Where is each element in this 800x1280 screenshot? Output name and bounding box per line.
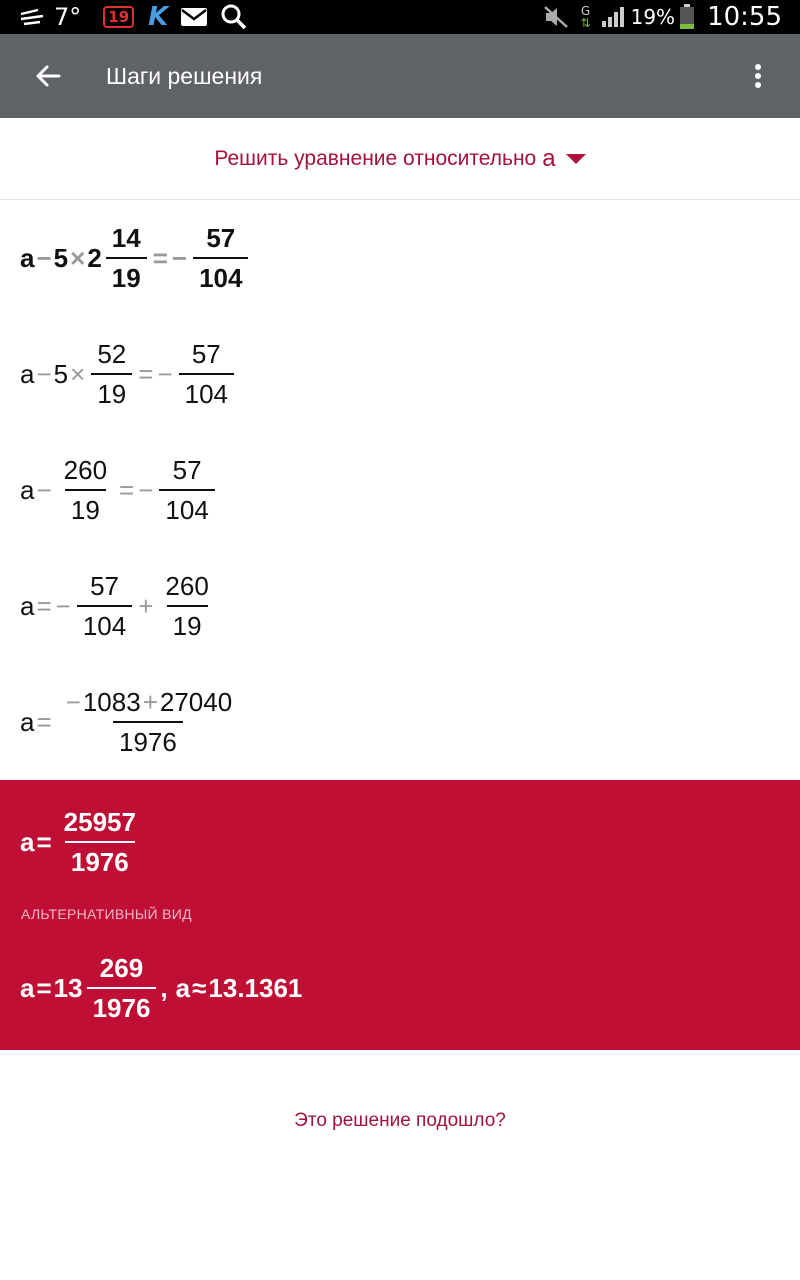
battery-percent: 19%	[630, 5, 676, 29]
negative-sign: −	[138, 474, 154, 505]
variable: a	[20, 590, 35, 621]
app-bar	[0, 34, 800, 118]
signal-icon	[601, 6, 627, 28]
equals-sign: =	[119, 474, 135, 505]
denominator: 104	[179, 373, 234, 407]
solution-step-4	[20, 566, 219, 646]
clock: 10:55	[707, 2, 782, 32]
numerator: 260	[63, 455, 108, 485]
variable: a	[20, 242, 35, 273]
battery-icon	[679, 4, 695, 30]
fraction	[91, 341, 132, 407]
solution-step-5	[20, 682, 242, 762]
decimal-value: 13.1361	[208, 972, 303, 1003]
times-sign: ×	[70, 242, 86, 273]
feedback-link[interactable]: Это решение подошло?	[294, 1110, 506, 1131]
denominator: 19	[167, 605, 208, 639]
more-vert-icon	[753, 62, 763, 90]
denominator: 1976	[65, 841, 135, 875]
variable: a	[175, 972, 191, 1003]
minus-sign: −	[36, 242, 52, 273]
network-type-icon: G ⇅	[580, 4, 591, 30]
alternative-answer	[20, 948, 302, 1028]
fraction	[87, 955, 157, 1021]
number: 5	[53, 358, 69, 389]
plus-sign: +	[142, 687, 158, 717]
numerator: 269	[99, 953, 144, 983]
search-icon	[220, 3, 248, 31]
numerator: 57	[172, 455, 202, 485]
weather-icon	[18, 8, 46, 26]
final-answer	[20, 802, 146, 882]
numerator: 57	[191, 339, 221, 369]
equals-sign: =	[36, 826, 52, 857]
numerator: 14	[111, 223, 141, 253]
fraction	[58, 457, 113, 523]
fraction	[179, 341, 234, 407]
whole-part: 2	[87, 242, 102, 273]
times-sign: ×	[70, 358, 86, 389]
status-bar	[0, 0, 800, 34]
notification-count: 19	[103, 6, 134, 28]
number: 27040	[159, 687, 233, 717]
numerator: 57	[90, 571, 119, 601]
numerator	[58, 689, 239, 721]
denominator: 1976	[113, 721, 183, 755]
result-panel	[0, 780, 800, 1050]
variable: a	[20, 972, 35, 1003]
denominator: 19	[65, 489, 106, 523]
equals-sign: =	[152, 242, 168, 273]
numerator: 25957	[63, 807, 136, 837]
numerator: 57	[206, 223, 236, 253]
back-button[interactable]	[22, 52, 74, 100]
solve-for-label: Решить уравнение относительно	[214, 146, 537, 170]
fraction	[106, 225, 147, 291]
minus-sign: −	[36, 474, 52, 505]
fraction	[159, 573, 214, 639]
overflow-menu-button[interactable]	[734, 52, 782, 100]
minus-sign: −	[36, 358, 52, 389]
denominator: 104	[77, 605, 132, 639]
fraction	[58, 809, 142, 875]
arrow-left-icon	[35, 63, 61, 89]
negative-sign: −	[171, 242, 188, 273]
numerator: 260	[165, 571, 209, 601]
number: 5	[53, 242, 69, 273]
approx-sign: ≈	[192, 972, 207, 1003]
solve-for-dropdown[interactable]	[0, 118, 800, 200]
mute-icon	[543, 5, 569, 29]
solution-step-3	[20, 450, 219, 530]
equals-sign: =	[36, 972, 52, 1003]
equals-sign: =	[138, 358, 154, 389]
variable: a	[20, 826, 35, 857]
alternative-form-label: АЛЬТЕРНАТИВНЫЙ ВИД	[21, 906, 192, 922]
variable: a	[20, 706, 35, 737]
denominator: 19	[91, 373, 132, 407]
fraction	[193, 225, 248, 291]
vk-icon: K	[148, 2, 169, 32]
variable: a	[20, 474, 35, 505]
negative-sign: −	[55, 590, 71, 621]
number: 1083	[82, 687, 141, 717]
status-left	[18, 0, 248, 34]
network-label: G	[580, 4, 591, 18]
plus-sign: +	[138, 590, 154, 621]
whole-part: 13	[53, 972, 83, 1003]
caret-down-icon	[566, 154, 586, 164]
equals-sign: =	[36, 706, 52, 737]
equals-sign: =	[36, 590, 52, 621]
numerator: 52	[97, 339, 127, 369]
temperature: 7°	[54, 3, 82, 31]
denominator: 104	[159, 489, 214, 523]
negative-sign: −	[65, 687, 81, 717]
fraction	[159, 457, 214, 523]
fraction	[77, 573, 132, 639]
solve-for-variable: a	[542, 144, 556, 172]
fraction	[58, 689, 239, 755]
solution-step-2	[20, 334, 238, 414]
notification-badge	[103, 6, 134, 28]
comma: ,	[160, 972, 168, 1003]
negative-sign: −	[157, 358, 173, 389]
mail-icon	[180, 7, 208, 27]
denominator: 1976	[87, 987, 157, 1021]
variable: a	[20, 358, 35, 389]
page-title: Шаги решения	[106, 63, 263, 89]
solution-step-1	[20, 218, 252, 298]
denominator: 19	[106, 257, 147, 291]
status-right	[543, 0, 782, 34]
denominator: 104	[193, 257, 248, 291]
